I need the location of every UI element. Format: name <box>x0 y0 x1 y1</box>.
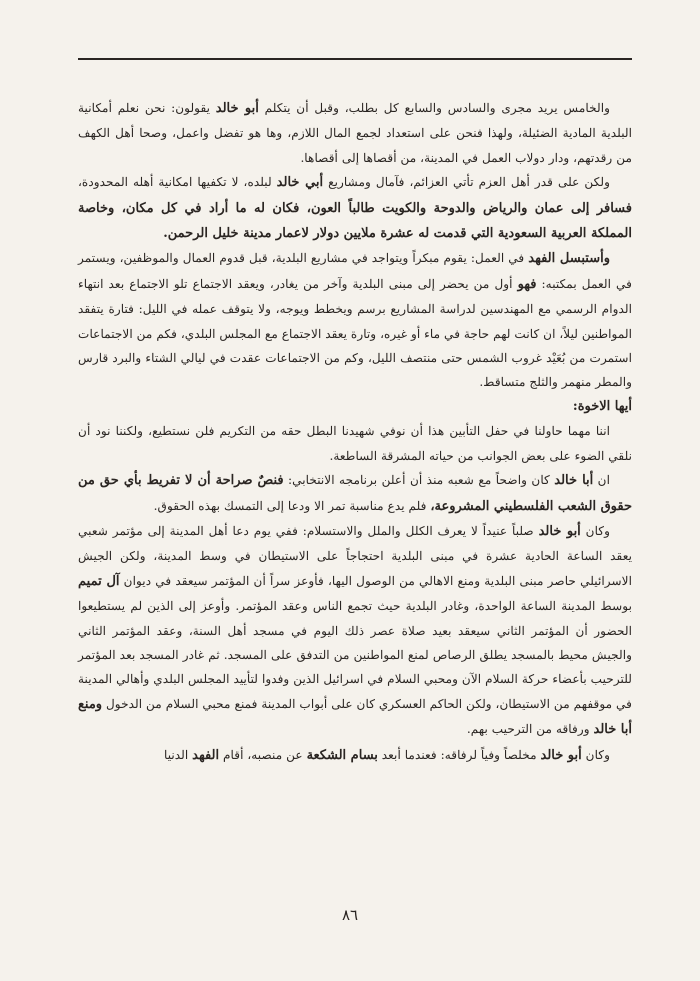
page-body-text <box>78 96 632 768</box>
paragraph <box>78 170 632 246</box>
bold-text-run: فنصٌ صراحة أن لا تفريط بأي حق من حقوق الشعب الفلسطيني المشروعة، <box>78 473 632 514</box>
bold-text-run: الفهد <box>192 747 220 763</box>
bold-text-run: بسام الشكعة <box>306 747 378 763</box>
text-run: وكان <box>580 523 610 538</box>
bold-text-run: ومنع أبا خالد <box>77 696 632 738</box>
section-heading <box>78 395 632 419</box>
text-run: يقولون: نحن نعلم أمكانية البلدية المادية الضئيلة، ولهذا فنحن على استعداد لجمع المال اللازم، وها هو تفضل واعمل، وصحا أهل الكهف من رقدتهم، ودار دولاب العمل في المدينة، من أقصاها إلى أقصاها. <box>78 101 632 165</box>
bold-text-run: أبو خالد <box>540 747 582 763</box>
text-run: ولكن على قدر أهل العزم تأتي العزائم، فآمال ومشاريع <box>323 175 611 190</box>
text-run: ورفاقه من الترحيب بهم. <box>466 722 594 737</box>
bold-text-run: أيها الاخوة: <box>572 398 632 414</box>
paragraph <box>78 468 632 519</box>
bold-text-run: فهو <box>517 276 537 292</box>
bold-text-run: أبو خالد <box>215 101 259 116</box>
page-number: ٨٦ <box>341 906 359 924</box>
text-run: اننا مهما حاولنا في حفل التأبين هذا أن نوفي شهيدنا البطل حقه من التكريم فلن نستطيع، ولكننا نود أن نلقي الضوء على بعض الجوانب من حياته المشرقة الساطعة. <box>78 424 632 463</box>
text-run: في العمل: يقوم مبكراً ويتواجد في مشاريع البلدية، قبل قدوم العمال والموظفين، ويستمر في العمل بمكتبه: <box>78 251 632 291</box>
text-run: وكان <box>581 747 610 762</box>
header-rule <box>78 58 632 60</box>
paragraph <box>78 246 632 394</box>
bold-text-run: أبو خالد <box>538 523 581 539</box>
bold-text-run: وأستبسل الفهد <box>528 251 610 267</box>
paragraph <box>78 96 632 170</box>
text-run: والخامس يريد مجرى والسادس والسابع كل بطلب، وقبل أن يتكلم <box>258 101 610 115</box>
paragraph <box>78 419 632 468</box>
text-run: صلباً عنيداً لا يعرف الكلل والملل والاستسلام: ففي يوم دعا أهل المدينة إلى مؤتمر شعبي يعقد الساعة الحادية عشرة في مبنى البلدية احتجاجاً على الاستيطان في وسط المدينة، ولكن الجيش الاسرائيلي حاصر مبنى البلدية ومنع الاهالي من الوصول اليها، فأوعز سراً أن المؤتمر سيعقد في ديوان <box>78 523 632 588</box>
bold-text-run: أبي خالد <box>276 175 324 191</box>
bold-text-run: آل تميم <box>78 573 120 589</box>
paragraph <box>78 519 632 743</box>
bold-text-run: أبا خالد <box>554 473 594 489</box>
text-run: عن منصبه، أقام <box>219 747 307 762</box>
text-run: الدنيا <box>164 747 193 762</box>
paragraph <box>78 743 632 768</box>
text-run: كان واضحاً مع شعبه منذ أن أعلن برنامجه الانتخابي: <box>283 473 555 488</box>
text-run: أول من يحضر إلى مبنى البلدية وآخر من يغادر، ويعقد الاجتماع تلو الاجتماع بعد انتهاء الدوام الرسمي مع المهندسين لدراسة المشاريع برسم ويخطط ويوجه، ولا يتوقف عمله في الليل: فتارة يتفقد المواطنين ليلاً، ان كانت لهم حاجة في ماء أو غيره، وتارة يعقد الاجتماع مع المجلس البلدي، فكم من الاجتماعات استمرت من بُعَيْد غروب الشمس حتى منتصف الليل، وكم من الاجتماعات عقدت في ليالي الشتاء والبرد قارس والمطر منهمر والثلج متساقط. <box>78 276 632 390</box>
bold-text-run: فسافر إلى عمان والرياض والدوحة والكويت طالباً العون، فكان له ما أراد في كل مكان، وخاصة المملكة العربية السعودية التي قدمت له عشرة ملايين دولار لاعمار مدينة خليل الرحمن. <box>78 200 632 242</box>
text-run: بوسط المدينة الساعة الواحدة، وغادر البلدية حيث تجمع الناس وعقد المؤتمر. وأوعز إلى الذين لم يستطيعوا الحضور أن المؤتمر الثاني سيعقد بعيد صلاة عصر ذلك اليوم في مسجد أهل السنة، وعقد المؤتمر الثاني والجيش محيط بالمسجد يطلق الرصاص لمنع المواطنين من التدفق على المسجد. ثم غادر المسجد بعد المؤتمر للترحيب بأعضاء حركة السلام الآن ومحبي السلام في اسرائيل الذين وفدوا لتأييد المجلس البلدي وأهالي المدينة في موقفهم من الاستيطان، ولكن الحاكم العسكري كان على أبواب المدينة فمنع محبي السلام من الدخول <box>78 599 632 711</box>
text-run: لبلده، لا تكفيها امكانية أهله المحدودة، <box>78 175 277 190</box>
text-run: مخلصاً وفياً لرفاقه: فعندما أبعد <box>377 747 541 762</box>
text-run: ان <box>593 473 611 488</box>
text-run: فلم يدع مناسبة تمر الا ودعا إلى التمسك بهذه الحقوق. <box>153 498 431 513</box>
